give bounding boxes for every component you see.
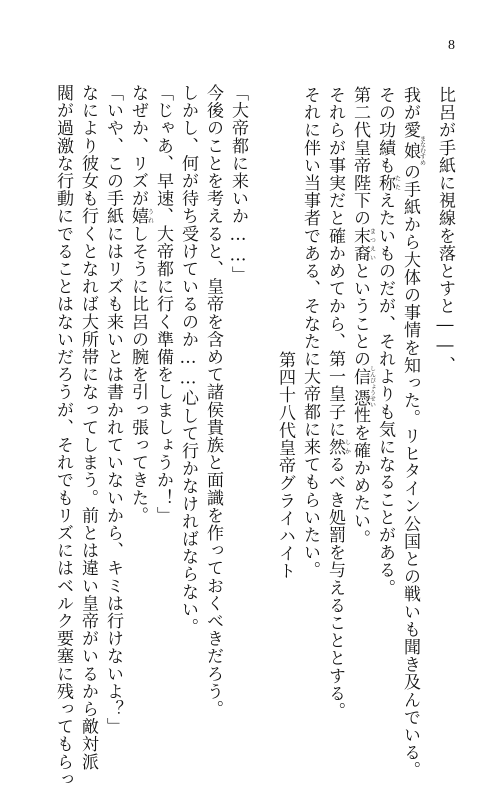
page-number: 8 bbox=[448, 38, 455, 53]
vertical-text-column-3: その功績も称たたえたいものだが、それよりも気になることがある。 bbox=[375, 86, 401, 597]
ruby-tata: たた bbox=[393, 174, 401, 192]
vertical-text-column-10: しかし、何が待ち受けているのか……心して行かなければならない。 bbox=[178, 84, 198, 636]
vertical-text-column-8: 「大帝都に来いか……」 bbox=[228, 84, 248, 284]
ruby-shinpyousei: しんぴょうせい bbox=[368, 365, 376, 408]
vertical-text-column-14: なにより彼女も行くとなれば大所帯になってしまう。前とは違い皇帝がいるから敵対派 bbox=[78, 84, 98, 771]
ruby-matsuei: まつえい bbox=[368, 226, 376, 262]
vertical-text-column-2: 我が愛娘まなむすめの手紙から大体の事情を知った。リヒタイン公国との戦いも聞き及んでいる。 bbox=[400, 86, 426, 779]
vertical-text-column-9: 今後のことを考えると、皇帝を含めて諸侯貴族と面識を作っておくべきだろう。 bbox=[203, 84, 223, 718]
vertical-text-column-11: 「じゃあ、早速、大帝都に行く準備をしましょうか！」 bbox=[153, 84, 173, 524]
vertical-text-column-5: それらが事実だと確かめてから、第一皇子に然しかるべき処罰を与えることとする。 bbox=[325, 86, 351, 720]
vertical-text-column-4: 第二代皇帝陛下の末裔まつえいということの信憑しんぴょうせい性を確かめたい。 bbox=[350, 86, 376, 548]
vertical-text-column-1: 比呂が手紙に視線を落とすと――、 bbox=[435, 86, 455, 374]
vertical-text-column-12: なぜか、リズが嬉うれしそうに比呂の腕を引っ張ってきた。 bbox=[128, 84, 154, 525]
ruby-shika: しか bbox=[343, 438, 351, 456]
vertical-text-signature: 第四十八代皇帝グライハイト bbox=[275, 351, 295, 580]
vertical-text-column-13: 「いや、この手紙にはリズも来いとは書かれていないから、キミは行けないよ？」 bbox=[103, 84, 123, 736]
vertical-text-column-15: 閥が過激な行動にでることはないだろうが、それでもリズにはベルク要塞に残ってもらっ bbox=[53, 84, 73, 788]
ruby-ure: うれ bbox=[146, 207, 154, 225]
vertical-text-column-6: それに伴い当事者である、そなたに大帝都に来てもらいたい。 bbox=[300, 86, 320, 579]
ruby-manamusume: まなむすめ bbox=[418, 135, 426, 166]
